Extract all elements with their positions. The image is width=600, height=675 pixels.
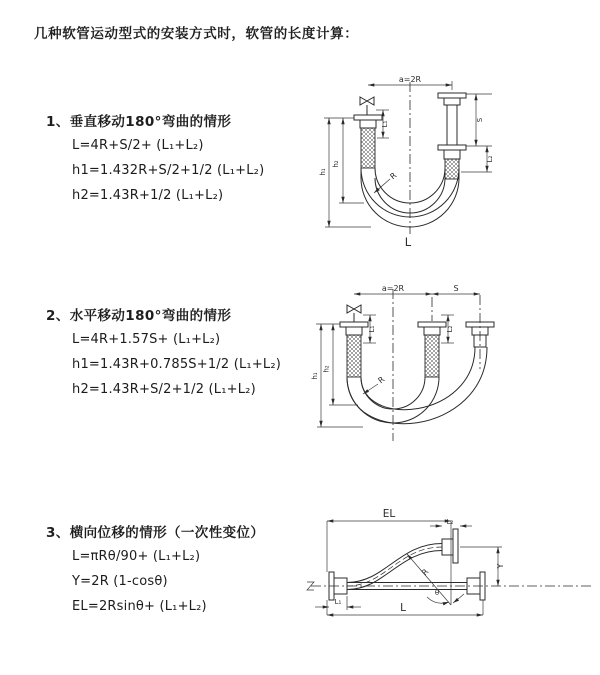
dim-label-h1: h₁ xyxy=(311,372,319,380)
valve-icon xyxy=(360,97,374,115)
formula-line: h2=1.43R+1/2 (L₁+L₂) xyxy=(72,188,224,203)
section-2-heading: 2、水平移动180°弯曲的情形 xyxy=(46,308,232,324)
formula-line: L=πRθ/90+ (L₁+L₂) xyxy=(72,549,201,564)
formula-line: EL=2Rsinθ+ (L₁+L₂) xyxy=(72,599,207,614)
left-pipe-flange xyxy=(340,322,368,377)
section-3 xyxy=(46,522,311,619)
diagram-vertical-180-bend xyxy=(316,72,584,264)
dim-label-h2: h₂ xyxy=(322,365,331,373)
dim-label-l1: L₁ xyxy=(368,325,376,333)
braided-hose-section xyxy=(445,159,459,179)
dim-label-s: S xyxy=(476,117,484,123)
dim-l2 xyxy=(441,315,454,343)
dim-label-r: R xyxy=(376,374,387,386)
section-1-formulas xyxy=(72,133,311,208)
hose-u-bend-moved xyxy=(347,347,487,424)
section-3-heading: 3、横向位移的情形（一次性变位） xyxy=(46,525,265,541)
dim-l2 xyxy=(430,518,472,526)
middle-pipe-flange xyxy=(418,322,446,377)
dim-label-l-total: L xyxy=(404,235,412,249)
section-3-formulas xyxy=(72,544,311,619)
dim-l1 xyxy=(315,596,361,610)
page-title: 几种软管运动型式的安装方式时，软管的长度计算： xyxy=(34,26,359,42)
moved-pipe-flange xyxy=(466,322,494,347)
braided-hose-section xyxy=(361,128,375,168)
section-2-formulas xyxy=(72,327,311,402)
dim-label-el: EL xyxy=(382,508,396,520)
diagram-horizontal-180-bend xyxy=(308,281,588,466)
section-1-heading: 1、垂直移动180°弯曲的情形 xyxy=(46,114,232,130)
dim-label-s: S xyxy=(453,284,459,293)
formula-line: L=4R+1.57S+ (L₁+L₂) xyxy=(72,332,221,347)
dim-label-l2: L₂ xyxy=(486,155,494,163)
braided-hose-section xyxy=(425,335,439,377)
dim-label-y: Y xyxy=(496,563,505,569)
dim-label-r: R xyxy=(419,567,431,578)
dim-label-l1: L₁ xyxy=(334,598,342,606)
dim-l1 xyxy=(376,110,389,138)
dim-label-l1: L₁ xyxy=(381,120,389,128)
dim-el xyxy=(327,508,451,605)
dim-s xyxy=(432,284,480,294)
formula-line: L=4R+S/2+ (L₁+L₂) xyxy=(72,138,204,153)
dim-label-l: L xyxy=(400,602,406,614)
angle-theta xyxy=(427,589,464,603)
formula-line: h1=1.43R+0.785S+1/2 (L₁+L₂) xyxy=(72,357,282,372)
hose-s-curve-displaced xyxy=(347,529,458,590)
dim-label-l2: L₂ xyxy=(446,325,454,333)
dim-h2 xyxy=(332,118,364,203)
braided-hose-section xyxy=(347,335,361,377)
formula-line: h1=1.432R+S/2+1/2 (L₁+L₂) xyxy=(72,163,265,178)
dim-label-h1: h₁ xyxy=(319,168,327,176)
radius-leader xyxy=(363,375,387,394)
left-pipe-flange xyxy=(354,115,382,168)
section-1 xyxy=(46,111,311,208)
valve-icon xyxy=(347,305,361,322)
dim-label-a2r: a=2R xyxy=(381,284,405,293)
dim-l1 xyxy=(363,315,376,343)
dim-label-r: R xyxy=(388,170,399,182)
dim-label-theta: θ xyxy=(434,589,440,597)
right-pipe-flanges xyxy=(438,93,466,179)
dim-label-h2: h₂ xyxy=(332,160,340,168)
radius-line xyxy=(407,554,451,605)
formula-line: Y=2R (1-cosθ) xyxy=(72,574,168,589)
dim-label-a2r: a=2R xyxy=(398,75,422,84)
dim-label-l2: L₂ xyxy=(446,518,454,526)
formula-line: h2=1.43R+S/2+1/2 (L₁+L₂) xyxy=(72,382,256,397)
dim-l-total xyxy=(327,600,483,615)
dim-a-2r xyxy=(354,284,432,294)
dim-s xyxy=(466,94,492,146)
diagram-lateral-displacement xyxy=(303,498,597,650)
section-2 xyxy=(46,305,311,402)
